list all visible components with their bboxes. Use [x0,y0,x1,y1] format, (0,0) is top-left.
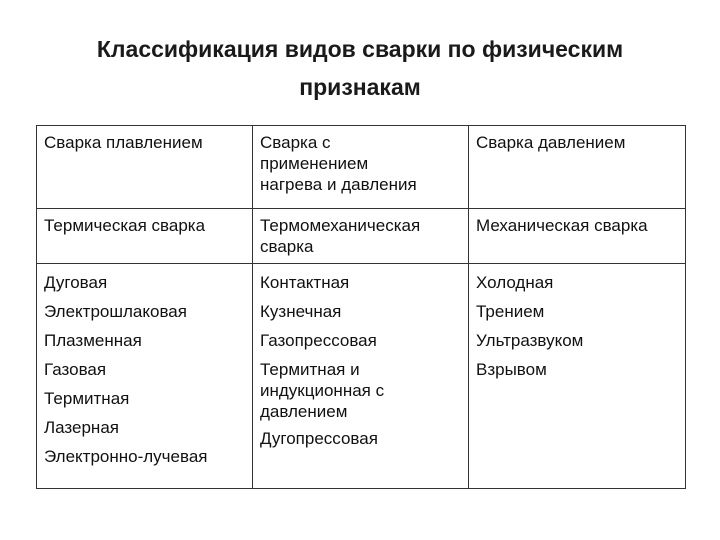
list-item: Газовая [44,360,107,379]
list-item: Взрывом [476,360,547,379]
list-item: Плазменная [44,331,142,350]
category-mechanical: Механическая сварка [469,209,686,264]
category-thermomechanical: Термомеханическая сварка [253,209,469,264]
list-item: Контактная [260,273,350,292]
title-line-1: Классификация видов сварки по физическим [96,36,624,62]
table-methods-row [37,264,686,489]
list-item: Дуговая [44,273,108,292]
list-item: Электрошлаковая [44,302,187,321]
page-title [0,30,720,106]
list-item: Кузнечная [260,302,342,321]
list-item: Ультразвуком [476,331,584,350]
methods-thermal [37,264,253,489]
header-heat-pressure-welding: Сварка с применением нагрева и давления [253,126,469,209]
list-item: Холодная [476,273,554,292]
methods-mechanical [469,264,686,489]
classification-table [36,125,686,489]
table-category-row [37,209,686,264]
list-item: Дугопрессовая [260,429,378,448]
list-item: Термитная [44,389,130,408]
header-pressure-welding: Сварка давлением [469,126,686,209]
list-item: Газопрессовая [260,331,377,350]
list-item: Термитная и индукционная с давлением [260,360,385,421]
methods-thermomechanical [253,264,469,489]
category-thermal: Термическая сварка [37,209,253,264]
list-item: Электронно-лучевая [44,447,208,466]
header-fusion-welding: Сварка плавлением [37,126,253,209]
list-item: Трением [476,302,545,321]
title-line-2: признакам [299,74,421,100]
table-header-row [37,126,686,209]
list-item: Лазерная [44,418,119,437]
